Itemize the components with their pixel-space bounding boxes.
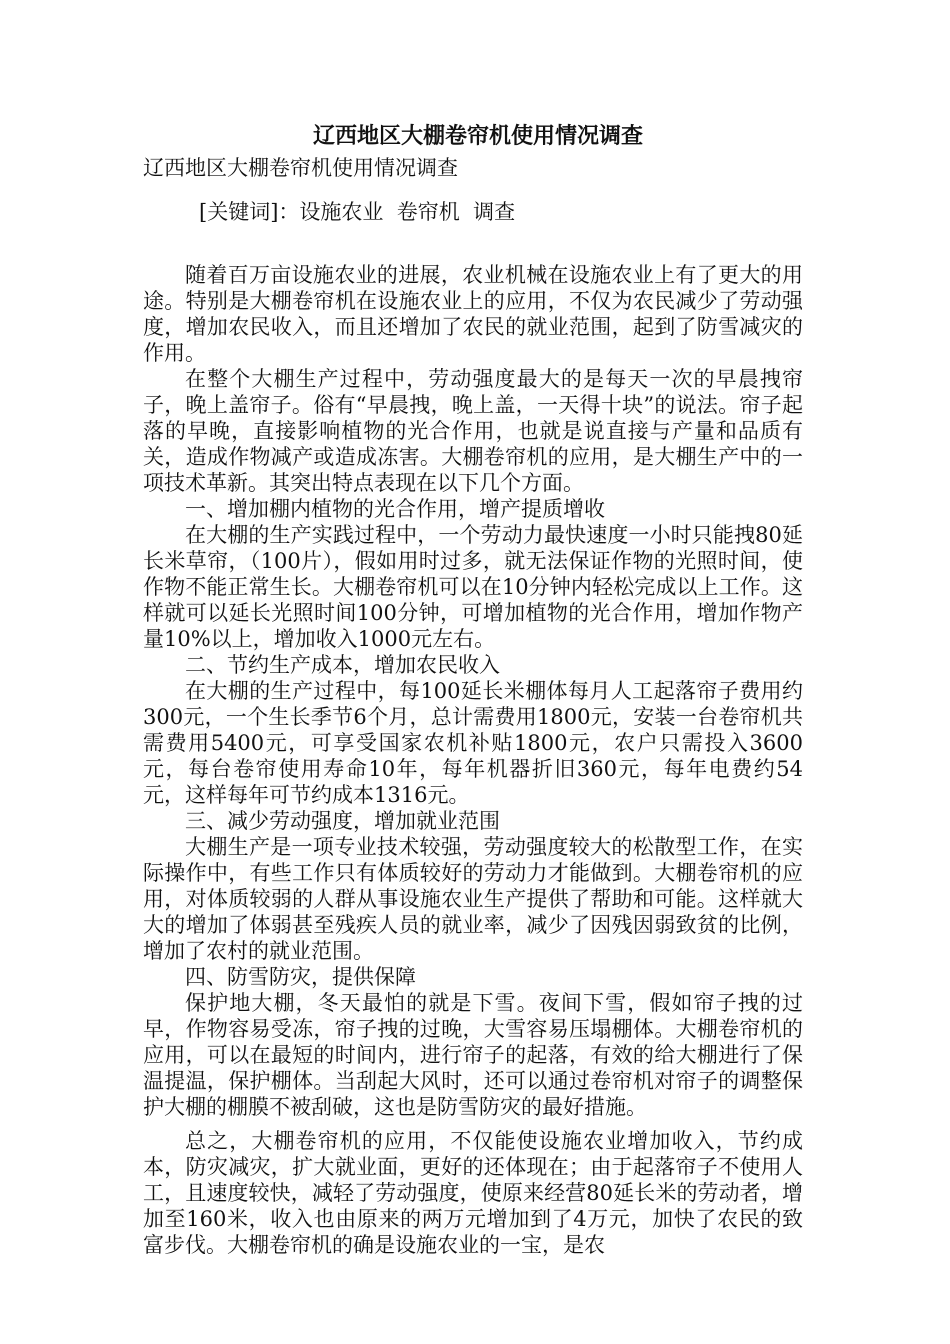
document-page	[143, 120, 803, 1258]
section-heading-1: 一、增加棚内植物的光合作用，增产提质增收	[185, 497, 605, 521]
paragraph-section-1: 在大棚的生产实践过程中，一个劳动力最快速度一小时只能拽80延长米草帘，（100片），假如用时过多，就无法保证作物的光照时间，使作物不能正常生长。大棚卷帘机可以在10分钟内轻松完成以上工作。这样就可以延长光照时间100分钟，可增加植物的光合作用，增加作物产量10%以上，增加收入1000元左右。	[143, 523, 803, 651]
paragraph-section-2: 在大棚的生产过程中，每100延长米棚体每月人工起落帘子费用约300元，一个生长季节6个月，总计需费用1800元，安装一台卷帘机共需费用5400元，可享受国家农机补贴1800元，农户只需投入3600元，每台卷帘使用寿命10年，每年机器折旧360元，每年电费约54元，这样每年可节约成本1316元。	[143, 679, 803, 807]
paragraph-section-4: 保护地大棚，冬天最怕的就是下雪。夜间下雪，假如帘子拽的过早，作物容易受冻，帘子拽的过晚，大雪容易压塌棚体。大棚卷帘机的应用，可以在最短的时间内，进行帘子的起落，有效的给大棚进行了保温提温，保护棚体。当刮起大风时，还可以通过卷帘机对帘子的调整保护大棚的棚膜不被刮破，这也是防雪防灾的最好措施。	[143, 991, 803, 1119]
paragraph-section-3: 大棚生产是一项专业技术较强，劳动强度较大的松散型工作，在实际操作中，有些工作只有体质较好的劳动力才能做到。大棚卷帘机的应用，对体质较弱的人群从事设施农业生产提供了帮助和可能。这样就大大的增加了体弱甚至残疾人员的就业率，减少了因残因弱致贫的比例，增加了农村的就业范围。	[143, 835, 803, 963]
section-heading-2: 二、节约生产成本，增加农民收入	[185, 653, 500, 677]
paragraph-intro: 随着百万亩设施农业的进展，农业机械在设施农业上有了更大的用途。特别是大棚卷帘机在设施农业上的应用，不仅为农民减少了劳动强度，增加农民收入，而且还增加了农民的就业范围，起到了防雪减灾的作用。	[143, 263, 803, 365]
document-title: 辽西地区大棚卷帘机使用情况调查	[312, 123, 643, 149]
document-subtitle: 辽西地区大棚卷帘机使用情况调查	[143, 156, 458, 180]
paragraph-conclusion: 总之，大棚卷帘机的应用，不仅能使设施农业增加收入，节约成本，防灾减灾，扩大就业面，更好的还体现在；由于起落帘子不使用人工，且速度较快，减轻了劳动强度，使原来经营80延长米的劳动者，增加至160米，收入也由原来的两万元增加到了4万元，加快了农民的致富步伐。大棚卷帘机的确是设施农业的一宝，是农	[143, 1129, 803, 1257]
document-body	[143, 262, 803, 1258]
section-heading-3: 三、减少劳动强度，增加就业范围	[185, 809, 500, 833]
paragraph-overview: 在整个大棚生产过程中，劳动强度最大的是每天一次的早晨拽帘子，晚上盖帘子。俗有“早晨拽，晚上盖，一天得十块”的说法。帘子起落的早晚，直接影响植物的光合作用，也就是说直接与产量和品质有关，造成作物减产或造成冻害。大棚卷帘机的应用，是大棚生产中的一项技术革新。其突出特点表现在以下几个方面。	[143, 367, 803, 495]
section-heading-4: 四、防雪防灾，提供保障	[185, 965, 416, 989]
keywords-line: [关键词]：设施农业 卷帘机 调查	[199, 200, 516, 224]
